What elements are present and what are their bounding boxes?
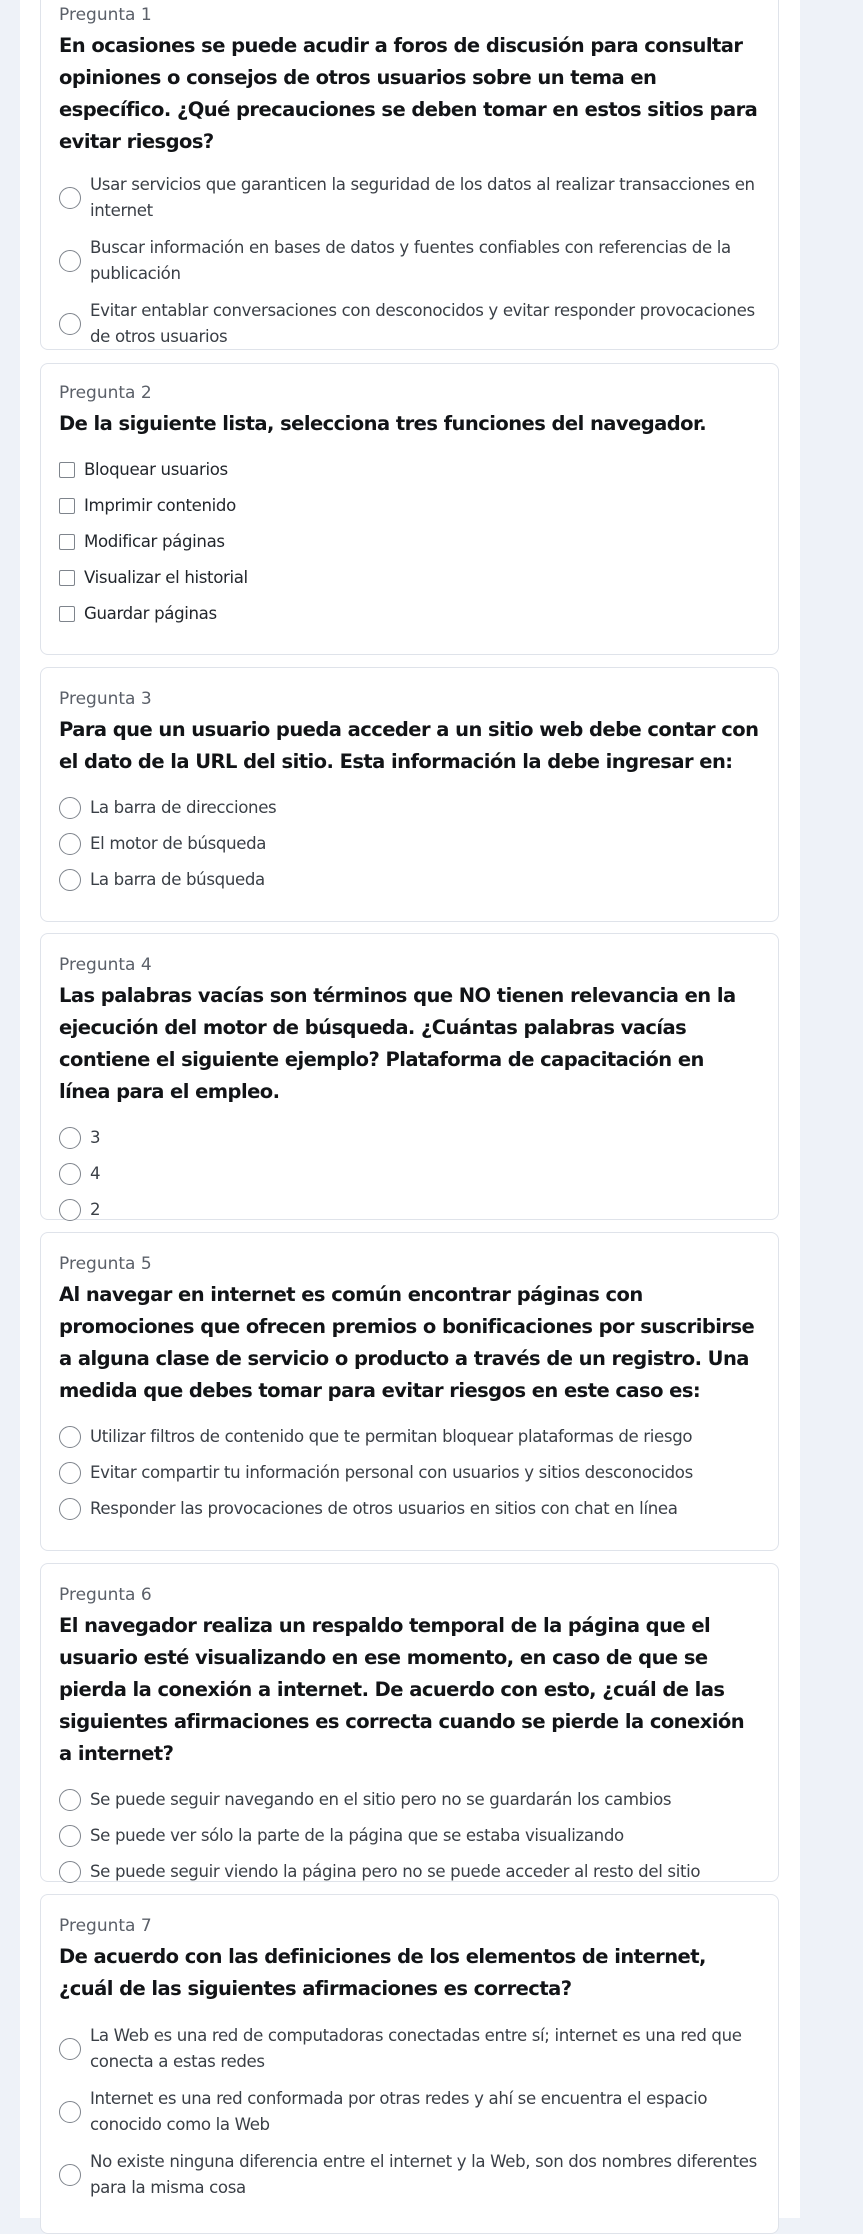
option-label: 3 <box>90 1128 101 1147</box>
answer-options <box>59 2017 760 2206</box>
radio-button[interactable] <box>59 250 81 272</box>
radio-button[interactable] <box>59 2164 81 2186</box>
option-label: Imprimir contenido <box>84 496 236 515</box>
answer-option-2[interactable] <box>59 1156 760 1192</box>
answer-option-2[interactable] <box>59 826 760 862</box>
question-number: Pregunta 2 <box>59 383 152 403</box>
answer-option-4[interactable] <box>59 560 760 596</box>
option-label: Evitar compartir tu información personal con usuarios y sitios desconocidos <box>90 1463 693 1482</box>
question-text: Para que un usuario pueda acceder a un sitio web debe contar con el dato de la URL del sitio. Esta información la debe ingresar en: <box>59 718 759 773</box>
radio-button[interactable] <box>59 1426 81 1448</box>
radio-button[interactable] <box>59 1127 81 1149</box>
option-label: Se puede seguir viendo la página pero no se puede acceder al resto del sitio <box>90 1862 701 1881</box>
option-label: No existe ninguna diferencia entre el internet y la Web, son dos nombres diferentes para la misma cosa <box>90 2151 757 2197</box>
option-label: Bloquear usuarios <box>84 460 228 479</box>
answer-options <box>59 1782 760 1890</box>
question-number: Pregunta 7 <box>59 1916 152 1936</box>
option-label: Se puede seguir navegando en el sitio pero no se guardarán los cambios <box>90 1790 672 1809</box>
answer-options <box>59 1120 760 1228</box>
answer-options <box>59 452 760 632</box>
checkbox[interactable] <box>59 462 75 478</box>
checkbox[interactable] <box>59 498 75 514</box>
radio-button[interactable] <box>59 187 81 209</box>
option-label: Modificar páginas <box>84 532 225 551</box>
radio-button[interactable] <box>59 1861 81 1883</box>
answer-option-3[interactable] <box>59 1491 760 1527</box>
radio-button[interactable] <box>59 1462 81 1484</box>
answer-options <box>59 790 760 898</box>
answer-option-2[interactable] <box>59 1455 760 1491</box>
radio-button[interactable] <box>59 1163 81 1185</box>
option-label: La barra de direcciones <box>90 798 277 817</box>
option-label: El motor de búsqueda <box>90 834 267 853</box>
answer-option-1[interactable] <box>59 166 760 229</box>
answer-option-3[interactable] <box>59 1192 760 1228</box>
question-text: Al navegar en internet es común encontrar páginas con promociones que ofrecen premios o bonificaciones por suscribirse a alguna clase de servicio o producto a través de un registro. Una medida que debes tomar para evitar riesgos en este caso es: <box>59 1283 755 1402</box>
checkbox[interactable] <box>59 534 75 550</box>
answer-option-3[interactable] <box>59 1854 760 1890</box>
question-card-7 <box>40 1894 779 2234</box>
option-label: Se puede ver sólo la parte de la página que se estaba visualizando <box>90 1826 624 1845</box>
answer-option-2[interactable] <box>59 229 760 292</box>
option-label: La barra de búsqueda <box>90 870 265 889</box>
question-text: En ocasiones se puede acudir a foros de discusión para consultar opiniones o consejos de otros usuarios sobre un tema en específico. ¿Qué precauciones se deben tomar en estos sitios para evitar riesgos? <box>59 34 758 153</box>
option-label: Usar servicios que garanticen la seguridad de los datos al realizar transacciones en internet <box>90 174 755 220</box>
question-number: Pregunta 6 <box>59 1585 152 1605</box>
question-card-4 <box>40 933 779 1220</box>
radio-button[interactable] <box>59 869 81 891</box>
question-text: El navegador realiza un respaldo temporal de la página que el usuario esté visualizando en ese momento, en caso de que se pierda la conexión a internet. De acuerdo con esto, ¿cuál de las siguientes afirmaciones es correcta cuando se pierde la conexión a internet? <box>59 1614 745 1765</box>
option-label: Responder las provocaciones de otros usuarios en sitios con chat en línea <box>90 1499 678 1518</box>
answer-options <box>59 166 760 355</box>
question-card-2 <box>40 363 779 655</box>
option-label: Internet es una red conformada por otras redes y ahí se encuentra el espacio conocido como la Web <box>90 2088 708 2134</box>
answer-option-5[interactable] <box>59 596 760 632</box>
radio-button[interactable] <box>59 313 81 335</box>
option-label: Visualizar el historial <box>84 568 248 587</box>
answer-option-1[interactable] <box>59 1782 760 1818</box>
option-label: Utilizar filtros de contenido que te permitan bloquear plataformas de riesgo <box>90 1427 693 1446</box>
radio-button[interactable] <box>59 1825 81 1847</box>
option-label: 2 <box>90 1200 101 1219</box>
answer-option-2[interactable] <box>59 488 760 524</box>
answer-option-3[interactable] <box>59 862 760 898</box>
radio-button[interactable] <box>59 2038 81 2060</box>
answer-option-2[interactable] <box>59 2080 760 2143</box>
question-card-5 <box>40 1232 779 1551</box>
answer-option-1[interactable] <box>59 1120 760 1156</box>
answer-options <box>59 1419 760 1527</box>
answer-option-1[interactable] <box>59 790 760 826</box>
quiz-column <box>20 0 800 2218</box>
answer-option-1[interactable] <box>59 1419 760 1455</box>
answer-option-1[interactable] <box>59 452 760 488</box>
question-text: De acuerdo con las definiciones de los elementos de internet, ¿cuál de las siguientes afirmaciones es correcta? <box>59 1945 706 2000</box>
answer-option-3[interactable] <box>59 524 760 560</box>
option-label: Buscar información en bases de datos y fuentes confiables con referencias de la publicación <box>90 237 731 283</box>
question-card-1 <box>40 0 779 350</box>
answer-option-3[interactable] <box>59 292 760 355</box>
checkbox[interactable] <box>59 606 75 622</box>
option-label: Evitar entablar conversaciones con desconocidos y evitar responder provocaciones de otros usuarios <box>90 300 755 346</box>
radio-button[interactable] <box>59 1498 81 1520</box>
radio-button[interactable] <box>59 833 81 855</box>
question-card-6 <box>40 1563 779 1882</box>
question-number: Pregunta 5 <box>59 1254 152 1274</box>
answer-option-3[interactable] <box>59 2143 760 2206</box>
radio-button[interactable] <box>59 1789 81 1811</box>
option-label: La Web es una red de computadoras conectadas entre sí; internet es una red que conecta a estas redes <box>90 2025 742 2071</box>
question-card-3 <box>40 667 779 922</box>
radio-button[interactable] <box>59 797 81 819</box>
radio-button[interactable] <box>59 1199 81 1221</box>
answer-option-1[interactable] <box>59 2017 760 2080</box>
option-label: Guardar páginas <box>84 604 217 623</box>
question-number: Pregunta 1 <box>59 5 152 25</box>
option-label: 4 <box>90 1164 101 1183</box>
question-text: De la siguiente lista, selecciona tres funciones del navegador. <box>59 412 707 435</box>
question-text: Las palabras vacías son términos que NO tienen relevancia en la ejecución del motor de búsqueda. ¿Cuántas palabras vacías contiene el siguiente ejemplo? Plataforma de capacitación en línea para el empleo. <box>59 984 736 1103</box>
checkbox[interactable] <box>59 570 75 586</box>
radio-button[interactable] <box>59 2101 81 2123</box>
question-number: Pregunta 3 <box>59 689 152 709</box>
question-number: Pregunta 4 <box>59 955 152 975</box>
answer-option-2[interactable] <box>59 1818 760 1854</box>
